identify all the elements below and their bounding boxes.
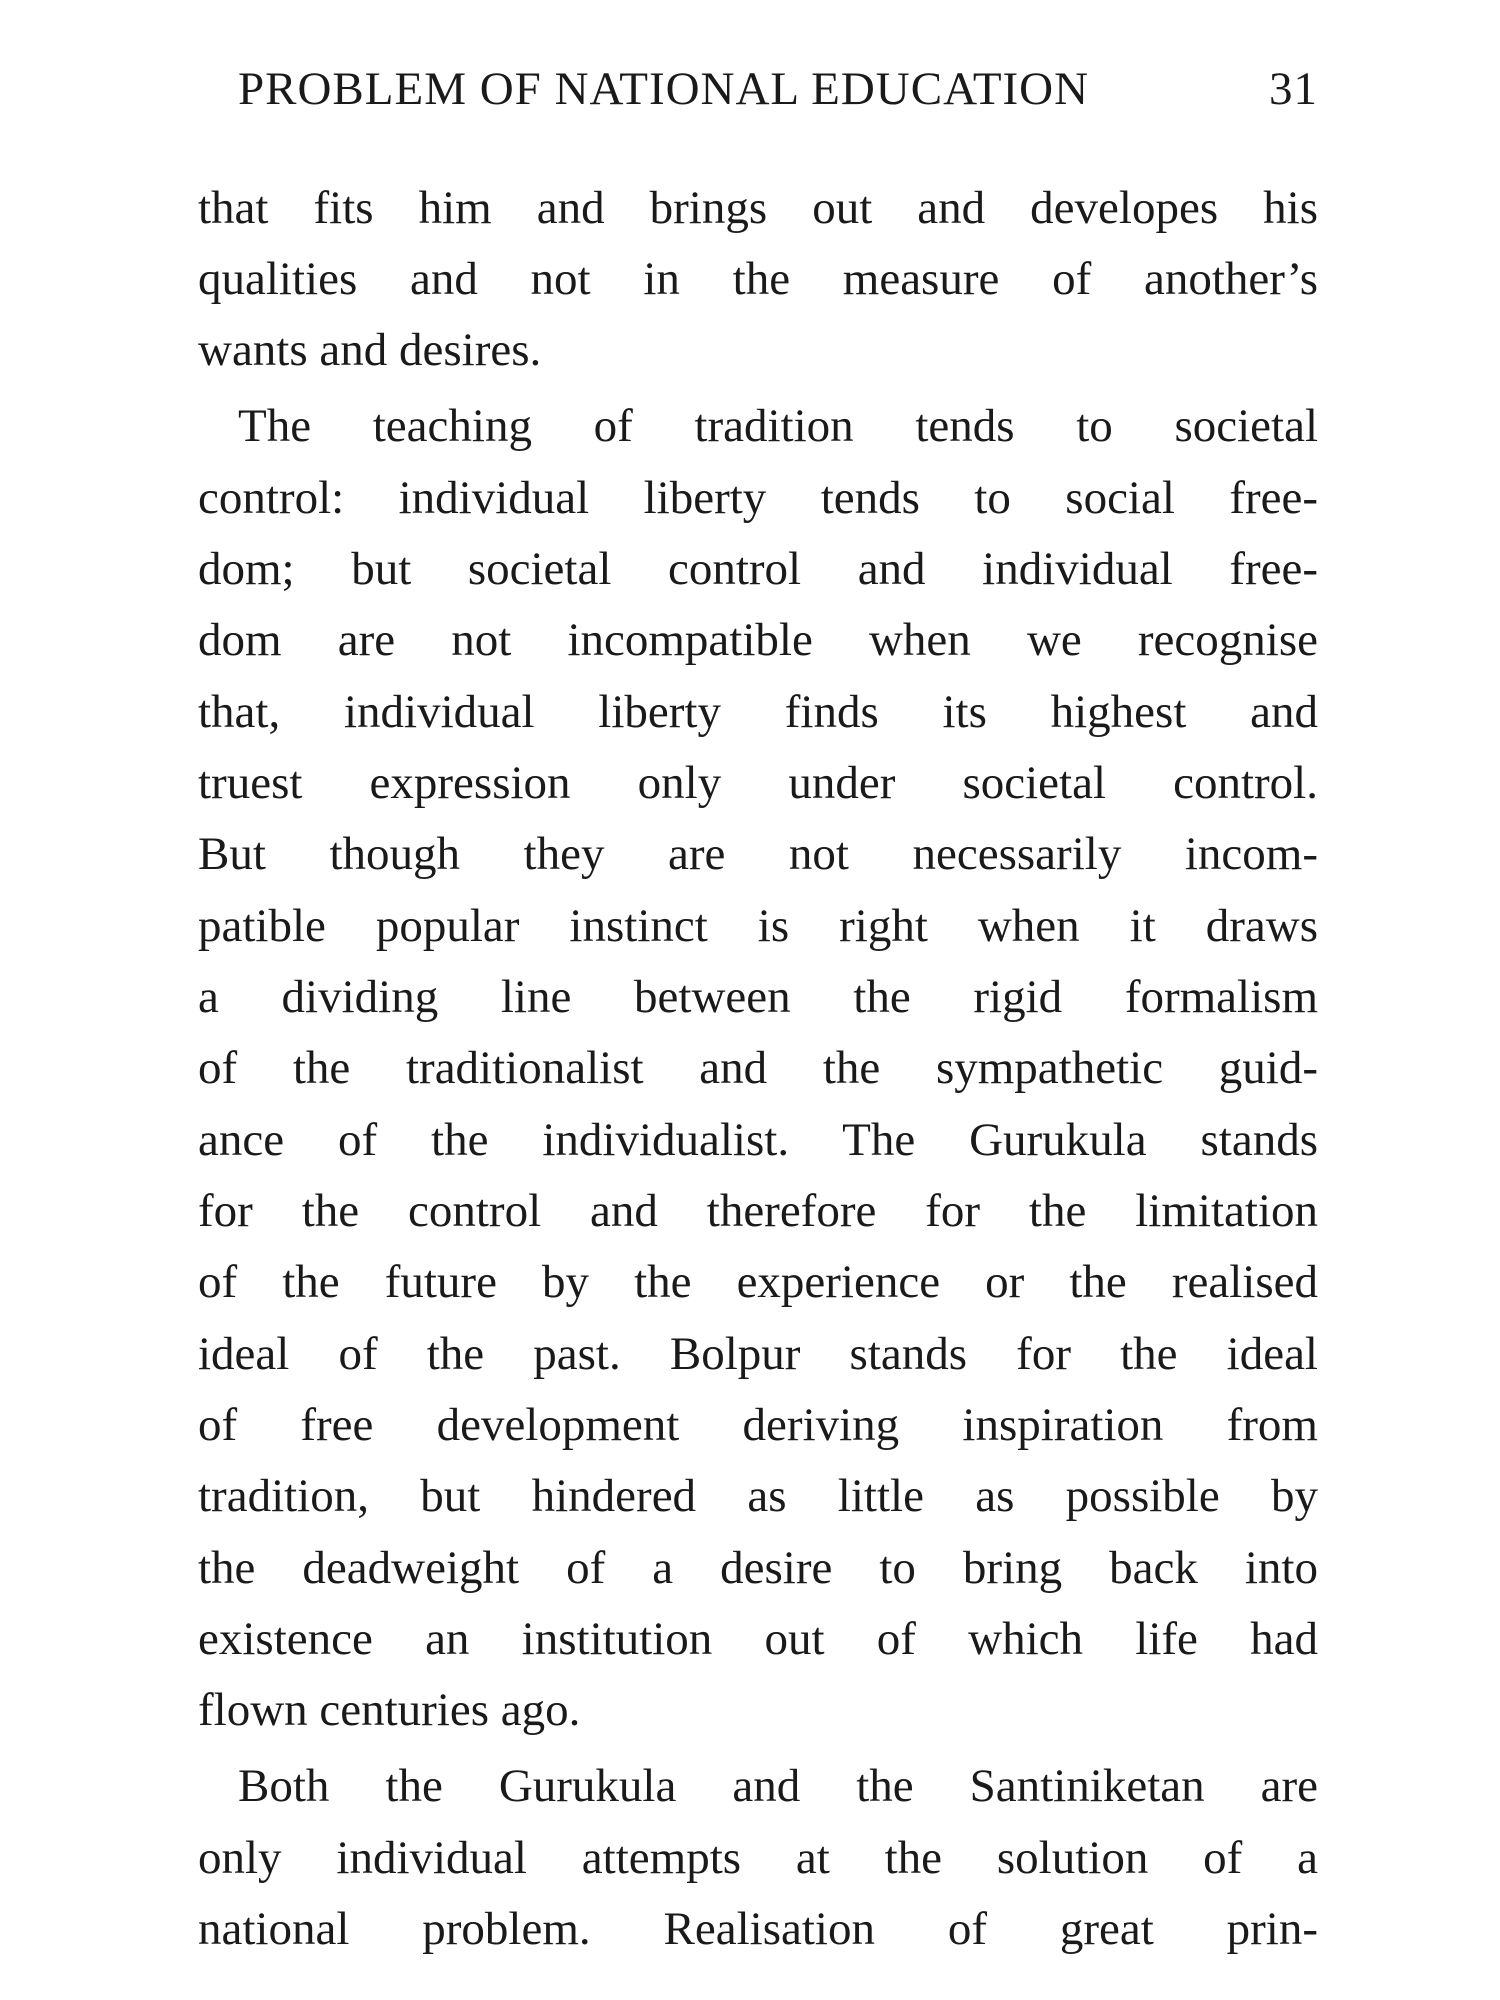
text-line: of the future by the experience or the realised: [198, 1256, 1318, 1308]
text-line: of free development deriving inspiration from: [198, 1399, 1318, 1451]
text-line: tradition, but hindered as little as possible by: [198, 1470, 1318, 1522]
text-line: wants and desires.: [198, 324, 542, 376]
text-line: existence an institution out of which life had: [198, 1613, 1318, 1665]
text-line: control: individual liberty tends to social free-: [198, 472, 1318, 524]
text-line: ance of the individualist. The Gurukula stands: [198, 1114, 1318, 1166]
text-line: that, individual liberty finds its highest and: [198, 686, 1318, 738]
page-number: 31: [1269, 63, 1318, 115]
text-line: only individual attempts at the solution of a: [198, 1832, 1318, 1884]
text-line: ideal of the past. Bolpur stands for the ideal: [198, 1328, 1318, 1380]
running-head: [238, 62, 1318, 116]
text-line: qualities and not in the measure of another’s: [198, 253, 1318, 305]
text-line: of the traditionalist and the sympathetic guid-: [198, 1042, 1318, 1094]
text-line: dom; but societal control and individual free-: [198, 543, 1318, 595]
text-line: dom are not incompatible when we recognise: [198, 614, 1318, 666]
text-line: for the control and therefore for the limitation: [198, 1185, 1318, 1237]
text-line: that fits him and brings out and developes his: [198, 182, 1318, 234]
running-head-title: PROBLEM OF NATIONAL EDUCATION: [238, 63, 1090, 115]
text-line: national problem. Realisation of great prin-: [198, 1903, 1318, 1955]
paragraph-first-line: Both the Gurukula and the Santiniketan are: [238, 1760, 1318, 1812]
text-line: the deadweight of a desire to bring back into: [198, 1542, 1318, 1594]
paragraph-first-line: The teaching of tradition tends to societal: [238, 400, 1318, 452]
text-line: patible popular instinct is right when it draws: [198, 900, 1318, 952]
text-line: truest expression only under societal control.: [198, 757, 1318, 809]
text-line: But though they are not necessarily incom-: [198, 828, 1318, 880]
text-line: a dividing line between the rigid formalism: [198, 971, 1318, 1023]
text-line: flown centuries ago.: [198, 1684, 581, 1736]
